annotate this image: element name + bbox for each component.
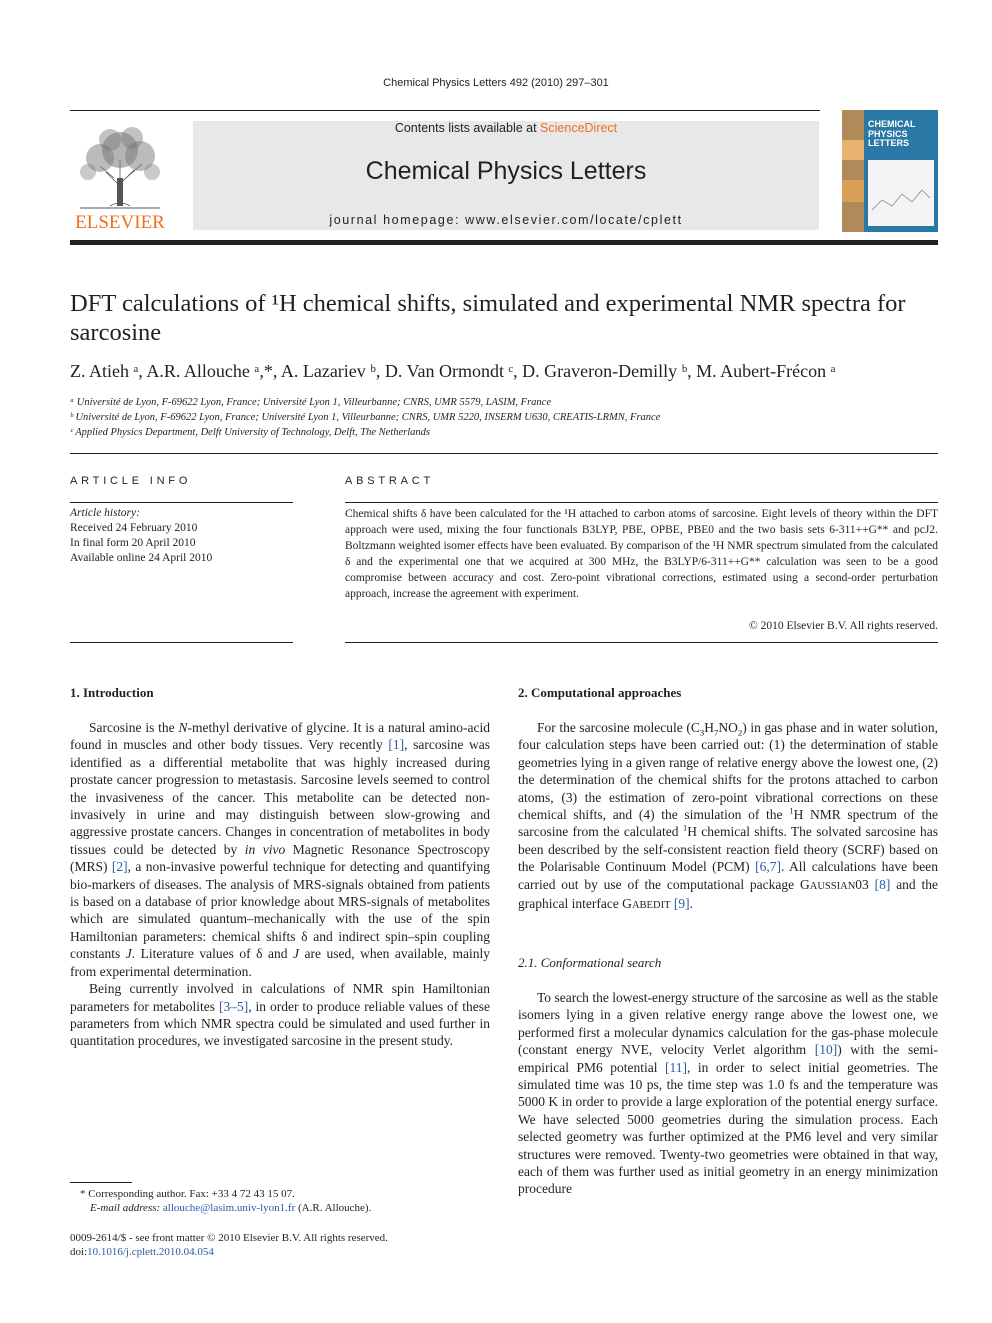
journal-reference: Chemical Physics Letters 492 (2010) 297–301 — [383, 77, 609, 89]
contents-prefix: Contents lists available at — [394, 121, 541, 135]
paragraph: Being currently involved in calculations of NMR spin Hamiltonian parameters for metabolites [3–5], in order to produce reliable values of these parameters from which NMR spectra could be simulated and used further in quantitation procedures, we investigated sarcosine in the present study. — [70, 981, 490, 1049]
abstract-copyright: © 2010 Elsevier B.V. All rights reserved. — [749, 620, 938, 632]
issn-line: 0009-2614/$ - see front matter © 2010 Elsevier B.V. All rights reserved. — [70, 1232, 388, 1244]
article-history — [70, 506, 293, 566]
journal-name: Chemical Physics Letters — [365, 157, 647, 185]
contents-line — [193, 121, 819, 135]
article-title: DFT calculations of ¹H chemical shifts, simulated and experimental NMR spectra for sarcosine — [70, 290, 906, 346]
citation-link[interactable]: [10] — [814, 1042, 838, 1058]
journal-cover — [842, 110, 938, 232]
citation-link[interactable]: [2] — [111, 859, 128, 875]
elsevier-logo — [70, 120, 170, 232]
divider — [70, 502, 293, 503]
online-date: Available online 24 April 2010 — [70, 552, 213, 564]
paragraph: Sarcosine is the N-methyl derivative of glycine. It is a natural amino-acid found in muscles and other body tissues. Very recently [1], sarcosine was identified as a differential metabolite that was highly increased during prostate cancer progression to metastasis. Sarcosine levels seemed to control the invasiveness of the cancer. This metabolite can be detected non-invasively in urine and may distinguish between slow-growing and aggressive prostate cancers. Changes in concentration of metabolites in body tissues could be detected by in vivo Magnetic Resonance Spectroscopy (MRS) [2], a non-invasive powerful technique for detecting and quantifying bio-markers of diseases. The analysis of MRS-signals obtained from patients is based on a database of prior knowledge about MRS-signals of metabolites which are simulated quantum–mechanically with the use of the spin Hamiltonian parameters: chemical shifts δ and indirect spin–spin coupling constants J. Literature values of δ and J are used, when available, mainly from experimental determination. — [70, 720, 491, 979]
divider — [70, 453, 938, 454]
affiliation-a: ᵃ Université de Lyon, F-69622 Lyon, France; Université Lyon 1, Villeurbanne; CNRS, UMR 5579, LASIM, France — [70, 397, 552, 408]
elsevier-tree-icon — [70, 120, 170, 232]
abstract-text: Chemical shifts δ have been calculated for the ¹H attached to carbon atoms of sarcosine. Eight levels of theory within the DFT approach were used, mixing the four functionals B3LYP, PBE, OPBE, PBE0 and the two basis sets 6-311++G** and pcJ2. Boltzmann weighted isomer effects have been evaluated. By comparison of the ¹H NMR spectrum simulated from the calculated δ and the experimental one that we acquired at 300 MHz, the B3LYP/6-311++G** calculation was seen to be a good compromise between accuracy and cost. Zero-point vibrational corrections, estimated using a second-order perturbation approach, increase the agreement with experiment. — [345, 508, 938, 600]
author-list: Z. Atieh ᵃ, A.R. Allouche ᵃ,*, A. Lazariev ᵇ, D. Van Ormondt ᶜ, D. Graveron-Demilly ᵇ, M. Aubert-Frécon ᵃ — [70, 361, 836, 381]
computational-body — [518, 719, 938, 914]
conformational-body — [518, 989, 938, 1198]
corresponding-author-note: * Corresponding author. Fax: +33 4 72 43 15 07. — [80, 1188, 295, 1200]
section-heading-computational: 2. Computational approaches — [518, 685, 682, 700]
header-rule — [70, 110, 820, 111]
corresponding-footnote — [80, 1187, 500, 1215]
sciencedirect-link[interactable]: ScienceDirect — [540, 121, 618, 135]
journal-homepage[interactable]: journal homepage: www.elsevier.com/locate/cplett — [329, 213, 683, 227]
footnote-rule — [70, 1182, 132, 1183]
subsection-heading-conformational: 2.1. Conformational search — [518, 955, 662, 970]
svg-text:ELSEVIER: ELSEVIER — [75, 212, 165, 232]
affiliations — [70, 395, 938, 440]
citation-link[interactable]: [6,7] — [755, 859, 781, 875]
citation-link[interactable]: [11] — [665, 1059, 687, 1075]
history-label: Article history: — [70, 507, 140, 519]
citation-link[interactable]: [3–5] — [218, 998, 249, 1014]
email-line: E-mail address: allouche@lasim.univ-lyon1.fr (A.R. Allouche). — [90, 1202, 372, 1214]
publication-info — [70, 1231, 490, 1259]
divider — [345, 502, 938, 503]
affiliation-c: ᶜ Applied Physics Department, Delft University of Technology, Delft, The Netherlands — [70, 427, 431, 438]
affiliation-b: ᵇ Université de Lyon, F-69622 Lyon, France; Université Lyon 1, Villeurbanne; CNRS, UMR 5220, INSERM U630, CREATIS-LRMN, France — [70, 412, 661, 423]
doi-link[interactable]: 10.1016/j.cplett.2010.04.054 — [87, 1246, 214, 1258]
revised-date: In final form 20 April 2010 — [70, 537, 196, 549]
divider — [345, 642, 938, 643]
section-heading-introduction: 1. Introduction — [70, 685, 154, 700]
doi-line: doi:10.1016/j.cplett.2010.04.054 — [70, 1246, 214, 1258]
citation-link[interactable]: [1] — [388, 737, 405, 753]
divider — [70, 642, 293, 643]
header-thick-rule — [70, 240, 938, 245]
citation-link[interactable]: [9] — [673, 896, 690, 912]
email-link[interactable]: allouche@lasim.univ-lyon1.fr — [162, 1202, 296, 1214]
article-info-heading: ARTICLE INFO — [70, 475, 192, 487]
paragraph: To search the lowest-energy structure of the sarcosine as well as the stable isomers lying in a given relative energy range above the lowest one, we performed first a molecular dynamics calculation for the gas-phase molecule (constant energy NVE, velocity Verlet algorithm [10]) with the semi-empirical PM6 potential [11], in order to select initial geometries. The simulated time was 10 ps, the time step was 1.0 fs and the temperature was 5000 K in order to provide a large exploration of the potential energy surface. We have selected 5000 geometries during the simulation process. Each selected geometry was further optimized at the PM6 level and very similar structures were removed. Twenty-two geometries were obtained in that way, each of them was further used as initial geometry in an energy minimization procedure — [518, 990, 939, 1197]
introduction-body — [70, 719, 490, 1050]
paragraph: For the sarcosine molecule $(C_3H_7NO_2)$ in gas phase and in water solution, four calculation steps have been carried out: (1) the determination of stable geometries lying in a given range of relative energy above the lowest one, (2) the determination of the chemical shifts for the protons attached to carbon atoms, (3) the estimation of zero-point vibrational corrections on these chemical shifts, and (4) the simulation of the $^1$H NMR spectrum of the sarcosine from the calculated $^1$H chemical shifts. The solvated sarcosine has been described by the self-consistent reaction field theory (SCRF) based on the Polarisable Continuum Model (PCM) [6,7]. All calculations have been carried out by use of the computational package GAUSSIAN03 [8] and the graphical interface GABEDIT [9]. — [518, 720, 938, 912]
cover-title: CHEMICAL PHYSICS LETTERS — [868, 119, 916, 148]
citation-link[interactable]: [8] — [874, 876, 891, 892]
cover-art-icon — [842, 110, 938, 232]
received-date: Received 24 February 2010 — [70, 522, 198, 534]
abstract-heading: ABSTRACT — [345, 475, 435, 487]
